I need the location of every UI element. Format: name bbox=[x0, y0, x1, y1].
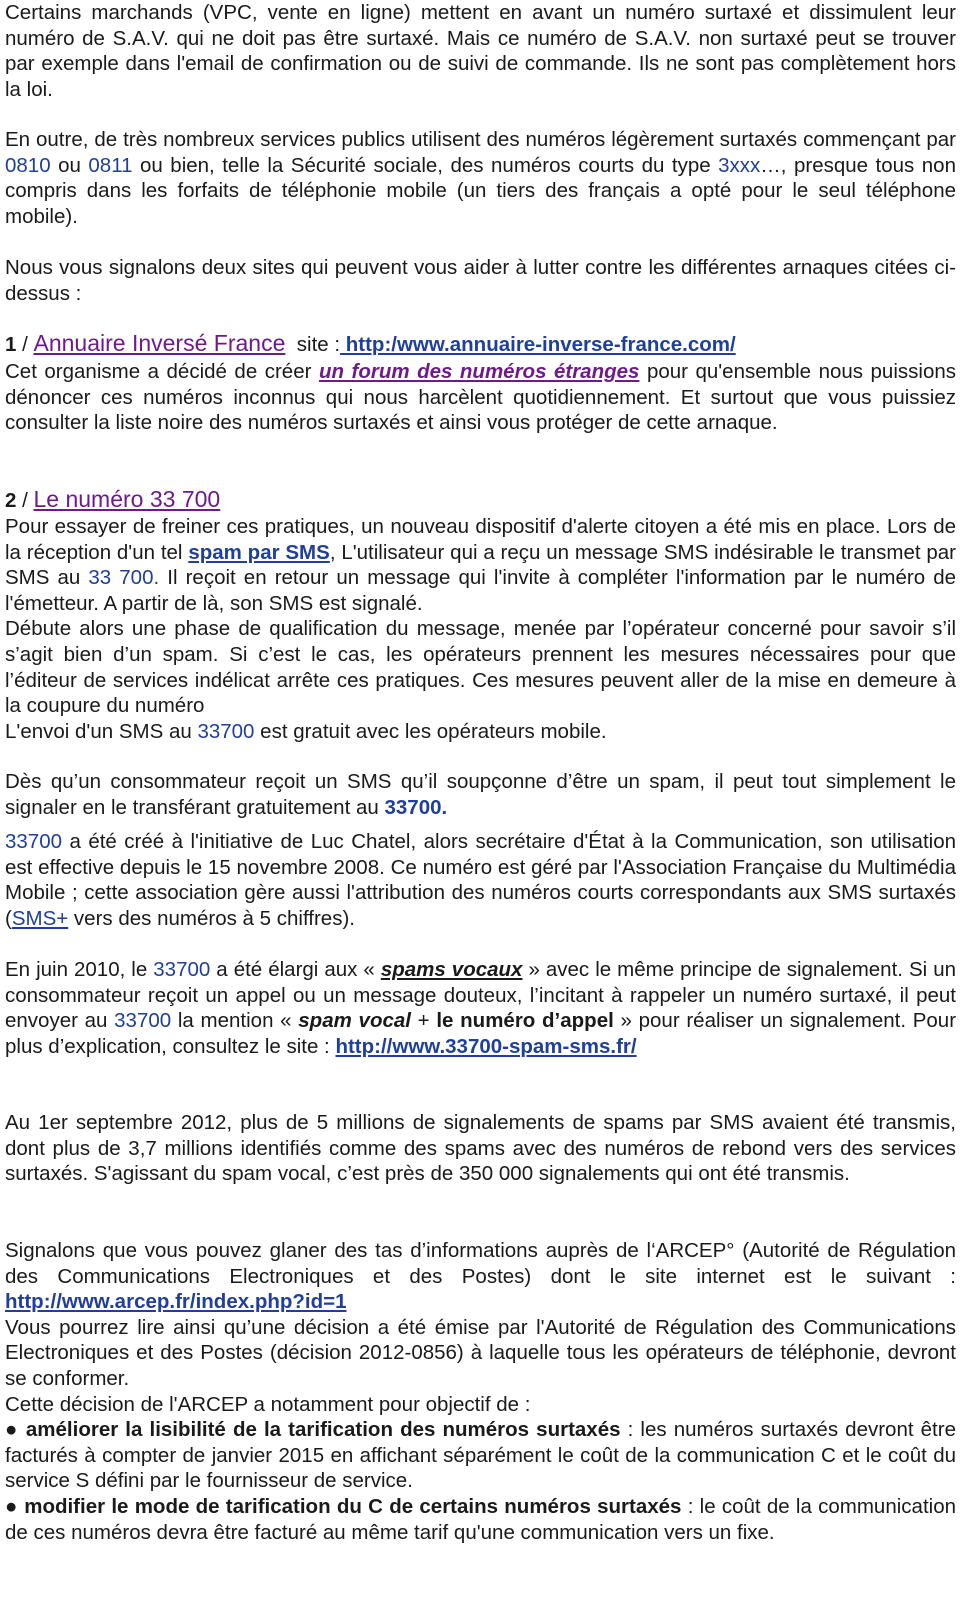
text-segment: » avec le même principe de signalement. Si un consommateur reçoit un appel ou un message douteux, l’incitant à rappeler un numéro surtaxé, il peut envoyer au bbox=[5, 958, 957, 1033]
text-segment: » pour réaliser un signalement. Pour plus d’explication, consultez le site : bbox=[5, 1009, 957, 1058]
number-0811: 0811 bbox=[88, 153, 133, 177]
section-number: 1 bbox=[5, 333, 17, 356]
arcep-objective: Cette décision de l'ARCEP a notamment pour objectif de : bbox=[5, 1392, 531, 1416]
number-33700: 33700 bbox=[153, 958, 211, 981]
text-segment: la mention « bbox=[171, 1009, 299, 1033]
public-services-paragraph bbox=[5, 127, 956, 229]
number-33700: 33700. bbox=[384, 795, 448, 819]
free-sms-line bbox=[5, 719, 956, 745]
numero-appel-term: le numéro d’appel bbox=[436, 1009, 614, 1033]
text-segment: pour qu'ensemble nous puissions dénoncer ces numéros inconnus qui nous harcèlent quotidiennement. Et surtout que vous puissiez consulter la liste noire des numéros surtaxés et ainsi vous protéger de cette arnaque. bbox=[5, 360, 956, 435]
bullet-icon: ● bbox=[5, 1494, 18, 1518]
text-segment: L'envoi d'un SMS au bbox=[5, 719, 198, 743]
annuaire-inverse-link[interactable]: Annuaire Inversé France bbox=[33, 330, 286, 356]
text-segment: En juin 2010, le bbox=[5, 958, 154, 981]
section-1-heading bbox=[5, 331, 956, 358]
site-label: site : bbox=[296, 333, 341, 356]
arcep-intro bbox=[5, 1238, 956, 1315]
annuaire-url-link[interactable]: http:/www.annuaire-inverse-france.com/ bbox=[340, 333, 736, 356]
number-33700: 33700 bbox=[114, 1009, 172, 1033]
arcep-url-link[interactable]: http://www.arcep.fr/index.php?id=1 bbox=[5, 1290, 347, 1314]
text-segment: + bbox=[410, 1009, 437, 1033]
number-0810: 0810 bbox=[5, 153, 51, 177]
two-sites-paragraph: Nous vous signalons deux sites qui peuvent vous aider à lutter contre les différentes arnaques citées ci-dessus : bbox=[5, 256, 956, 305]
history-paragraph bbox=[5, 829, 956, 931]
number-3xxx: 3xxx bbox=[718, 153, 761, 177]
section-2-paragraph bbox=[5, 514, 956, 616]
text-segment: est gratuit avec les opérateurs mobile. bbox=[254, 719, 607, 743]
text-segment: , L'utilisateur qui a reçu un message SMS indésirable le transmet par SMS au bbox=[5, 540, 956, 590]
bullet-item-2 bbox=[5, 1494, 956, 1545]
sms-plus-link[interactable]: SMS+ bbox=[11, 906, 69, 930]
text-segment: ou bien, telle la Sécurité sociale, des numéros courts du type bbox=[132, 153, 719, 177]
text-segment: Pour essayer de freiner ces pratiques, un nouveau dispositif d'alerte citoyen a été mis en place. Lors de la réception d'un tel bbox=[5, 515, 956, 564]
spam-sms-link[interactable]: spam par SMS bbox=[188, 540, 330, 564]
text-segment: En outre, de très nombreux services publics utilisent des numéros légèrement surtaxés commençant par bbox=[5, 128, 956, 151]
bullet-item-1 bbox=[5, 1417, 956, 1494]
spam-vocal-paragraph bbox=[5, 957, 956, 1059]
section-2-heading bbox=[5, 487, 956, 514]
section-separator: / bbox=[16, 333, 34, 356]
text-segment: Signalons que vous pouvez glaner des tas d’informations auprès de l‘ARCEP° (Autorité de Régulation des Communications Electroniques et des Postes) dont le site internet est le suivant : bbox=[5, 1239, 956, 1288]
text-segment: ou bbox=[50, 153, 89, 177]
number-33700: 33 700. bbox=[88, 566, 160, 590]
bullet-text: : le coût de la communication de ces numéros devra être facturé au même tarif qu'une communication vers un fixe. bbox=[5, 1494, 956, 1544]
text-segment: Cet organisme a décidé de créer bbox=[5, 360, 319, 383]
forum-link[interactable]: un forum des numéros étranges bbox=[318, 360, 640, 383]
intro-paragraph: Certains marchands (VPC, vente en ligne) mettent en avant un numéro surtaxé et dissimulent leur numéro de S.A.V. qui ne doit pas être surtaxé. Mais ce numéro de S.A.V. non surtaxé peut se trouver par exemple dans l'email de confirmation ou de suivi de commande. Ils ne sont pas complètement hors la loi. bbox=[5, 1, 956, 101]
bullet-icon: ● bbox=[5, 1418, 19, 1442]
statistics-paragraph: Au 1er septembre 2012, plus de 5 millions de signalements de spams par SMS avaient été transmis, dont plus de 3,7 millions identifiés comme des spams avec des numéros de rebond vers des services surtaxés. S'agissant du spam vocal, c’est près de 350 000 signalements qui ont été transmis. bbox=[5, 1111, 956, 1186]
number-33700: 33700 bbox=[5, 830, 63, 853]
text-segment: …, presque tous non compris dans les forfaits de téléphonie mobile (un tiers des français a opté pour le seul téléphone mobile). bbox=[5, 153, 956, 228]
text-segment: a été élargi aux « bbox=[210, 958, 381, 981]
number-33700: 33700 bbox=[197, 719, 255, 743]
33700-site-link[interactable]: http://www.33700-spam-sms.fr/ bbox=[335, 1034, 637, 1058]
bullet-heading: améliorer la lisibilité de la tarification des numéros surtaxés bbox=[25, 1418, 621, 1442]
arcep-section bbox=[5, 1238, 956, 1545]
text-segment: Il reçoit en retour un message qui l'invite à compléter l'information par le numéro de l'émetteur. A partir de là, son SMS est signalé. bbox=[5, 566, 956, 615]
text-segment: a été créé à l'initiative de Luc Chatel, alors secrétaire d'État à la Communication, son utilisation est effective depuis le 15 novembre 2008. Ce numéro est géré par l'Association Française du Multimédia Mobile ; cette association gère aussi l'attribution des numéros courts correspondants aux SMS surtaxés ( bbox=[5, 830, 956, 930]
bullet-text: : les numéros surtaxés devront être facturés à compter de janvier 2015 en affichant séparément le coût de la communication C et le coût du service S défini par le fournisseur de service. bbox=[5, 1418, 956, 1493]
text-segment: Dès qu’un consommateur reçoit un SMS qu’il soupçonne d’être un spam, il peut tout simplement le signaler en le transférant gratuitement au bbox=[5, 770, 956, 819]
numero-33700-link[interactable]: Le numéro 33 700 bbox=[33, 486, 221, 512]
section-2-body bbox=[5, 514, 956, 744]
spams-vocaux-term: spams vocaux bbox=[380, 958, 523, 981]
section-separator: / bbox=[16, 489, 34, 512]
arcep-decision: Vous pourrez lire ainsi qu’une décision a été émise par l'Autorité de Régulation des Communications Electroniques et des Postes (décision 2012-0856) à laquelle tous les opérateurs de téléphonie, devront se conformer. bbox=[5, 1315, 956, 1390]
bullet-heading: modifier le mode de tarification du C de certains numéros surtaxés bbox=[24, 1494, 682, 1518]
qualification-paragraph: Débute alors une phase de qualification du message, menée par l’opérateur concerné pour savoir s’il s’agit bien d’un spam. Si c’est le cas, les opérateurs prennent les mesures nécessaires pour que l’éditeur de services indélicat arrête ces pratiques. Ces mesures peuvent aller de la mise en demeure à la coupure du numéro bbox=[5, 617, 956, 718]
spam-vocal-term: spam vocal bbox=[298, 1009, 411, 1033]
consumer-paragraph bbox=[5, 769, 956, 820]
section-1-body bbox=[5, 359, 956, 436]
section-number: 2 bbox=[5, 489, 17, 512]
text-segment: vers des numéros à 5 chiffres). bbox=[68, 906, 355, 930]
